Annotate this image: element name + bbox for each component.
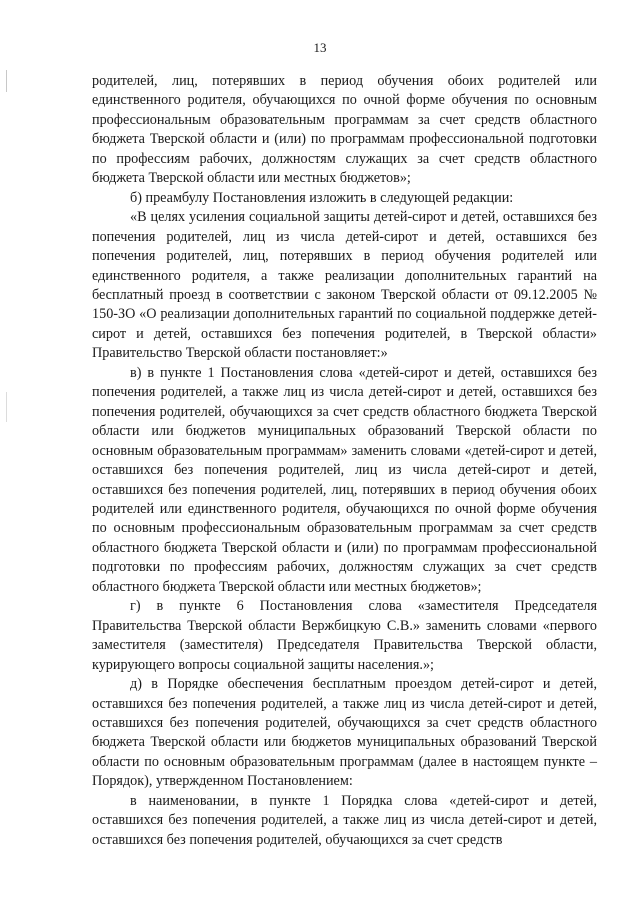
- paragraph-b: б) преамбулу Постановления изложить в следующей редакции:: [130, 189, 514, 206]
- paragraph-preamble-quote: «В целях усиления социальной защиты детей-сирот и детей, оставшихся без попечения родителей, лиц из числа детей-сирот и детей, оставшихся без попечения родителей, лиц, потерявших в период обучения родителей или единственного родителя, а также реализации дополнительных гарантий на бесплатный проезд в соответствии с законом Тверской области от 09.12.2005 № 150-ЗО «О реализации дополнительных гарантий по социальной поддержке детей-сирот и детей, оставшихся без попечения родителей, в Тверской области» Правительство Тверской области постановляет:»: [92, 209, 597, 362]
- page-number: 13: [313, 40, 327, 55]
- paragraph-g: г) в пункте 6 Постановления слова «заместителя Председателя Правительства Тверской области Вержбицкую С.В.» заменить словами «первого заместителя (заместителя) Председателя Правительства Тверской области, курирующего вопросы социальной защиты населения.»;: [92, 598, 597, 673]
- paragraph-continuation: родителей, лиц, потерявших в период обучения обоих родителей или единственного родителя, обучающихся по очной форме обучения по основным профессиональным образовательным программам за счет средств областного бюджета Тверской области и (или) по программам профессиональной подготовки по профессиям рабочих, должностям служащих за счет средств областного бюджета Тверской области или местных бюджетов»;: [92, 73, 597, 187]
- scan-artifact: [6, 70, 7, 92]
- paragraph-d: д) в Порядке обеспечения бесплатным проездом детей-сирот и детей, оставшихся без попечения родителей, а также лиц из числа детей-сирот и детей, оставшихся без попечения родителей, обучающихся за счет средств областного бюджета Тверской области или бюджетов муниципальных образований Тверской области по основным образовательным программам (далее в настоящем пункте – Порядок), утвержденном Постановлением:: [92, 676, 597, 790]
- scan-artifact: [6, 392, 7, 422]
- paragraph-v: в) в пункте 1 Постановления слова «детей-сирот и детей, оставшихся без попечения родителей, а также лиц из числа детей-сирот и детей, оставшихся без попечения родителей, обучающихся за счет средств областного бюджета Тверской области или бюджетов муниципальных образований Тверской области по основным образовательным программам» заменить словами «детей-сирот и детей, оставшихся без попечения родителей, лиц из числа детей-сирот и детей, оставшихся без попечения родителей, лиц, потерявших в период обучения обоих родителей или единственного родителя, обучающихся по очной форме обучения по основным профессиональным образовательным программам за счет средств областного бюджета Тверской области и (или) по программам профессиональной подготовки по профессиям рабочих, должностям служащих за счет средств областного бюджета Тверской области или местных бюджетов»;: [92, 364, 597, 595]
- paragraph-naimenovanie: в наименовании, в пункте 1 Порядка слова «детей-сирот и детей, оставшихся без попечения родителей, а также лиц из числа детей-сирот и детей, оставшихся без попечения родителей, обучающихся за счет средств: [92, 792, 597, 848]
- document-body: [92, 72, 597, 850]
